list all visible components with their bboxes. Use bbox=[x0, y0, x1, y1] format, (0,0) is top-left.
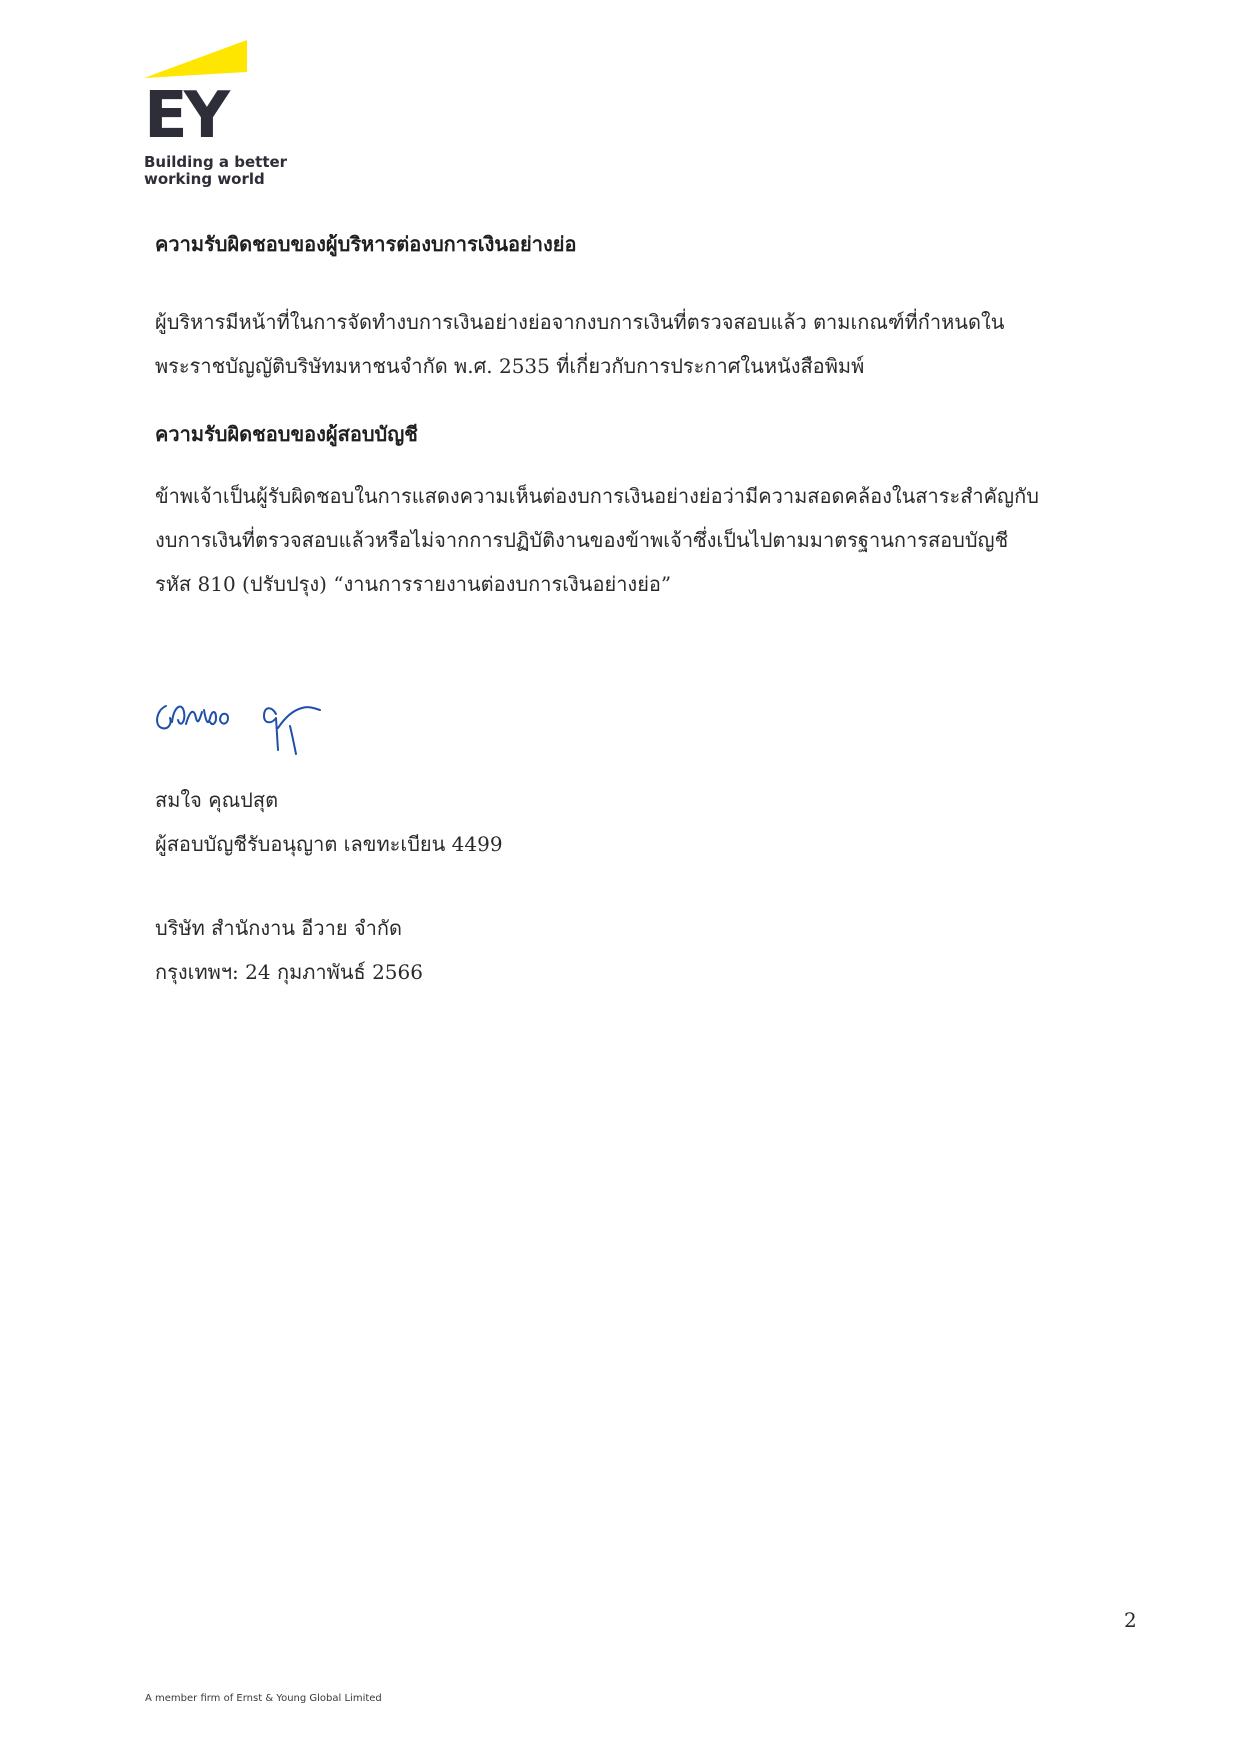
footer-member-firm-note: A member firm of Ernst & Young Global Limited bbox=[145, 1693, 382, 1704]
auditor-responsibility-heading: ความรับผิดชอบของผู้สอบบัญชี bbox=[155, 422, 418, 446]
ey-logo-letters: EY bbox=[144, 79, 227, 153]
firm-block bbox=[155, 906, 423, 994]
ey-accent-beam-icon bbox=[144, 38, 248, 78]
management-responsibility-heading: ความรับผิดชอบของผู้บริหารต่องบการเงินอย่างย่อ bbox=[155, 232, 577, 256]
auditor-responsibility-paragraph bbox=[155, 474, 1039, 606]
management-responsibility-paragraph bbox=[155, 300, 1004, 388]
ey-logo bbox=[144, 38, 288, 188]
paragraph-line: พระราชบัญญัติบริษัทมหาชนจำกัด พ.ศ. 2535 ที่เกี่ยวกับการประกาศในหนังสือพิมพ์ bbox=[155, 354, 865, 378]
place-date: กรุงเทพฯ: 24 กุมภาพันธ์ 2566 bbox=[155, 960, 423, 984]
paragraph-line: ข้าพเจ้าเป็นผู้รับผิดชอบในการแสดงความเห็นต่องบการเงินอย่างย่อว่ามีความสอดคล้องในสาระสำคัญกับ bbox=[155, 484, 1039, 508]
paragraph-line: ผู้บริหารมีหน้าที่ในการจัดทำงบการเงินอย่างย่อจากงบการเงินที่ตรวจสอบแล้ว ตามเกณฑ์ที่กำหนดใน bbox=[155, 310, 1005, 334]
ey-logo-tagline bbox=[144, 154, 304, 188]
signer-block bbox=[155, 778, 503, 866]
paragraph-line: รหัส 810 (ปรับปรุง) “งานการรายงานต่องบการเงินอย่างย่อ” bbox=[155, 572, 672, 596]
tagline-line-2: working world bbox=[144, 170, 265, 188]
tagline-line-1: Building a better bbox=[144, 153, 288, 171]
signer-title: ผู้สอบบัญชีรับอนุญาต เลขทะเบียน 4499 bbox=[155, 832, 503, 856]
handwritten-signature bbox=[152, 688, 352, 758]
paragraph-line: งบการเงินที่ตรวจสอบแล้วหรือไม่จากการปฏิบัติงานของข้าพเจ้าซึ่งเป็นไปตามมาตรฐานการสอบบัญชี bbox=[155, 528, 1009, 552]
firm-name: บริษัท สำนักงาน อีวาย จำกัด bbox=[155, 916, 403, 940]
signer-name: สมใจ คุณปสุต bbox=[155, 788, 279, 812]
page-number: 2 bbox=[1124, 1608, 1137, 1632]
